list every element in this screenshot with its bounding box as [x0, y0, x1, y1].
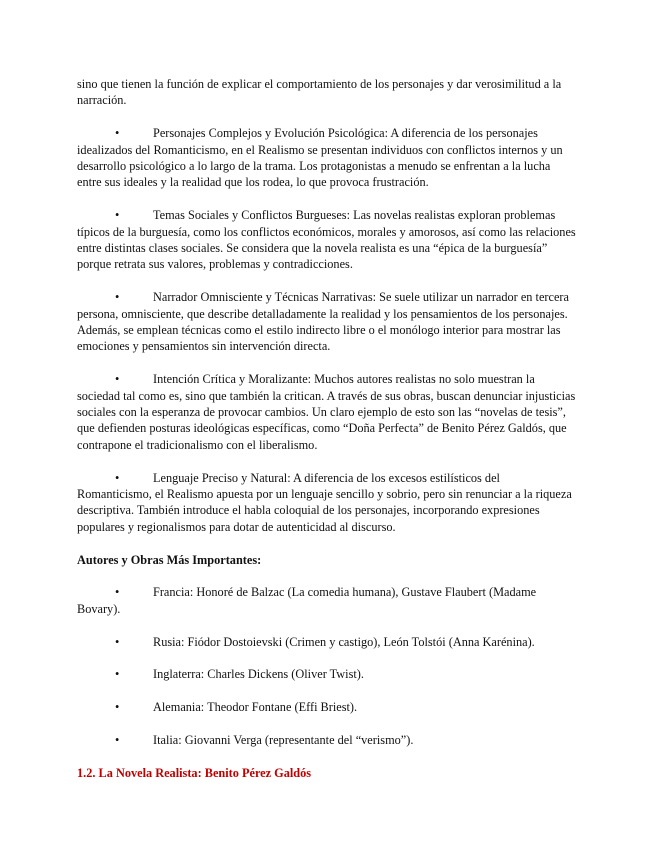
list-item — [77, 470, 577, 536]
characteristics-list — [77, 125, 577, 535]
list-item — [77, 289, 577, 355]
list-item-text: Rusia: Fiódor Dostoievski (Crimen y castigo), León Tolstói (Anna Karénina). — [153, 634, 535, 649]
bullet-icon: • — [115, 126, 120, 141]
list-item-text: Personajes Complejos y Evolución Psicológica: A diferencia de los personajes idealizados del Romanticismo, en el Realismo se presentan individuos con conflictos internos y un desarrollo psicológico a lo largo de la trama. Los protagonistas a menudo se enfrentan a la lucha entre sus ideales y la realidad que los rodea, lo que provoca frustración. — [77, 126, 563, 190]
list-item-text: Inglaterra: Charles Dickens (Oliver Twist). — [153, 667, 364, 682]
list-item-text: Intención Crítica y Moralizante: Muchos autores realistas no solo muestran la sociedad tal como es, sino que también la critican. A través de sus obras, buscan denunciar injusticias sociales con la esperanza de provocar cambios. Un claro ejemplo de esto son las “novelas de tesis”, que defienden posturas ideológicas específicas, como “Doña Perfecta” de Benito Pérez Galdós, que contrapone el tradicionalismo con el liberalismo. — [77, 372, 576, 452]
page-content — [77, 76, 577, 781]
bullet-icon: • — [115, 585, 120, 600]
section-title: 1.2. La Novela Realista: Benito Pérez Galdós — [77, 765, 312, 780]
list-item-text: Alemania: Theodor Fontane (Effi Briest). — [153, 700, 358, 715]
intro-paragraph: sino que tienen la función de explicar el comportamiento de los personajes y dar verosimilitud a la narración. — [77, 77, 562, 108]
authors-heading: Autores y Obras Más Importantes: — [77, 552, 262, 567]
list-item — [77, 666, 577, 682]
bullet-icon: • — [115, 470, 120, 485]
list-item — [77, 732, 577, 748]
bullet-icon: • — [115, 290, 120, 305]
bullet-icon: • — [115, 700, 120, 715]
list-item-text: Temas Sociales y Conflictos Burgueses: Las novelas realistas exploran problemas típicos de la burguesía, como los conflictos económicos, morales y amorosos, así como las relaciones entre distintas clases sociales. Se considera que la novela realista es una “épica de la burguesía” porque retrata sus valores, problemas y contradicciones. — [77, 208, 576, 272]
bullet-icon: • — [115, 208, 120, 223]
bullet-icon: • — [115, 634, 120, 649]
list-item — [77, 699, 577, 715]
list-item — [77, 634, 577, 650]
bullet-icon: • — [115, 733, 120, 748]
list-item-text: Lenguaje Preciso y Natural: A diferencia de los excesos estilísticos del Romanticismo, el Realismo apuesta por un lenguaje sencillo y sobrio, pero sin renunciar a la riqueza descriptiva. También introduce el habla coloquial de los personajes, incorporando expresiones populares y regionalismos para dotar de autenticidad al discurso. — [77, 470, 572, 534]
list-item — [77, 584, 577, 617]
list-item — [77, 371, 577, 453]
list-item — [77, 125, 577, 191]
list-item-text: Italia: Giovanni Verga (representante del “verismo”). — [153, 733, 414, 748]
authors-list — [77, 584, 577, 748]
bullet-icon: • — [115, 667, 120, 682]
list-item-text: Narrador Omnisciente y Técnicas Narrativas: Se suele utilizar un narrador en tercera persona, omnisciente, que describe detalladamente la realidad y los pensamientos de los personajes. Además, se emplean técnicas como el estilo indirecto libre o el monólogo interior para mostrar las emociones y pensamientos sin intervención directa. — [77, 290, 569, 354]
bullet-icon: • — [115, 372, 120, 387]
list-item — [77, 207, 577, 273]
list-item-text: Francia: Honoré de Balzac (La comedia humana), Gustave Flaubert (Madame Bovary). — [77, 585, 537, 616]
